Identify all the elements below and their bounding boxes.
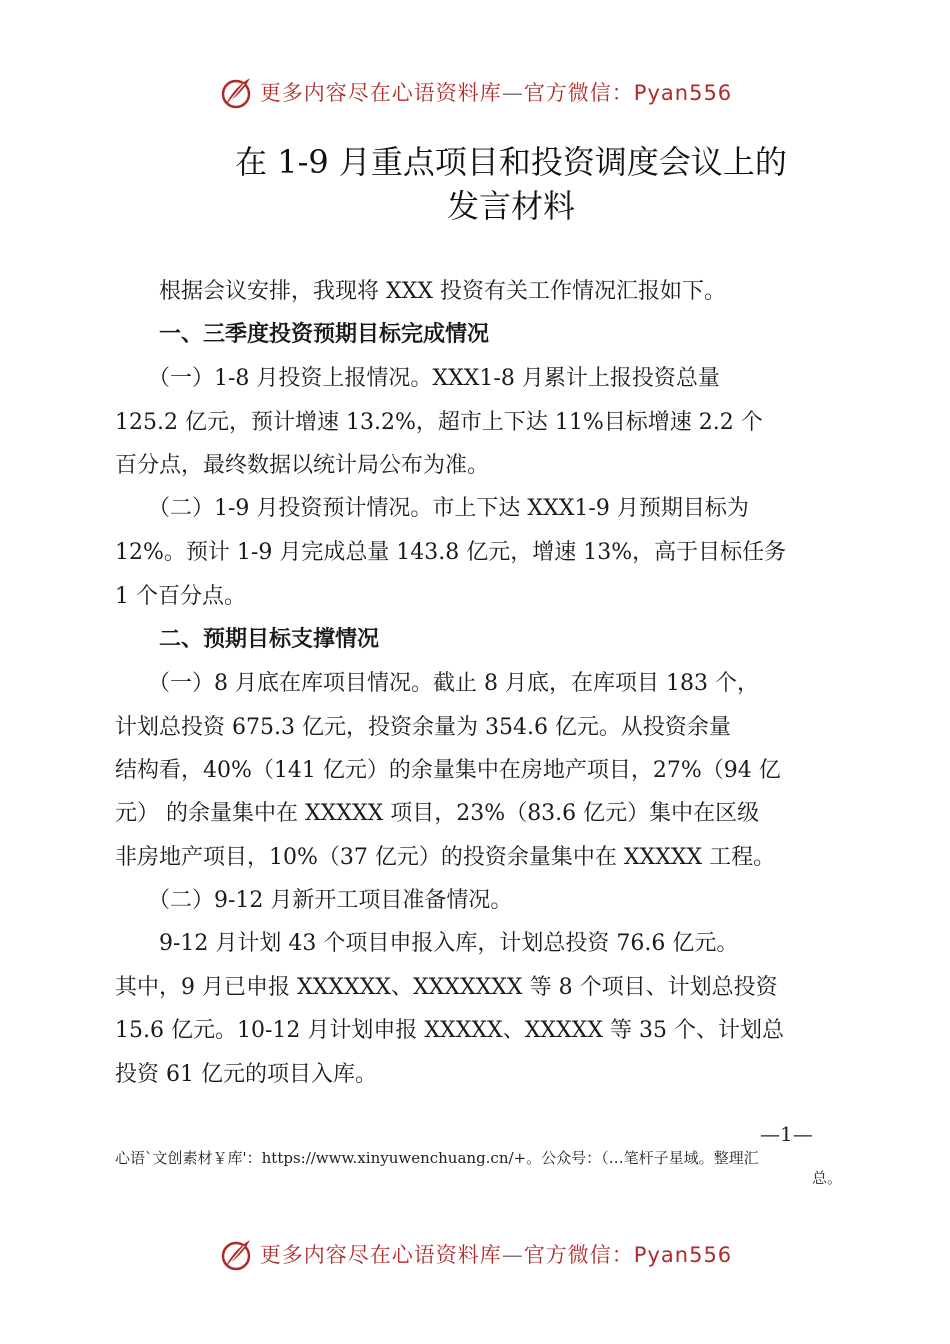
- paragraph-line: 9-12 月计划 43 个项目申报入库，计划总投资 76.6 亿元。: [115, 931, 739, 956]
- paragraph-line: 结构看，40%（141 亿元）的余量集中在房地产项目，27%（94 亿: [115, 758, 781, 783]
- paragraph-line: 计划总投资 675.3 亿元，投资余量为 354.6 亿元。从投资余量: [115, 715, 731, 740]
- paragraph-line: （二）1-9 月投资预计情况。市上下达 XXX1-9 月预期目标为: [115, 496, 749, 521]
- paragraph-line: 其中，9 月已申报 XXXXXX、XXXXXXX 等 8 个项目、计划总投资: [115, 975, 778, 1000]
- section-heading-1: 一、三季度投资预期目标完成情况: [115, 322, 490, 347]
- paragraph-line: 投资 61 亿元的项目入库。: [115, 1062, 377, 1087]
- paragraph-line: 非房地产项目，10%（37 亿元）的投资余量集中在 XXXXX 工程。: [115, 845, 776, 870]
- footer-source-line-end: 总。: [812, 1169, 843, 1187]
- footer-source-line: 心语`文创素材￥库'：https://www.xinyuwenchuang.cn/+。公众号：（…笔杆子星域。整理汇: [115, 1149, 759, 1167]
- paragraph-line: 根据会议安排，我现将 XXX 投资有关工作情况汇报如下。: [115, 279, 726, 304]
- page-number: —1—: [760, 1122, 813, 1146]
- paragraph-line: 125.2 亿元，预计增速 13.2%，超市上下达 11%目标增速 2.2 个: [115, 410, 763, 435]
- header-banner: [0, 70, 950, 114]
- document-title-line-1: 在 1-9 月重点项目和投资调度会议上的: [235, 143, 787, 181]
- banner-text: 更多内容尽在心语资料库—官方微信：Pyan556: [259, 1243, 733, 1267]
- section-heading-2: 二、预期目标支撑情况: [115, 627, 380, 652]
- paragraph-line: （一）1-8 月投资上报情况。XXX1-8 月累计上报投资总量: [115, 366, 720, 391]
- feather-logo-icon: [218, 1236, 254, 1272]
- paragraph-line: 1 个百分点。: [115, 584, 246, 609]
- feather-logo-icon: [218, 74, 254, 110]
- paragraph-line: 12%。预计 1-9 月完成总量 143.8 亿元，增速 13%，高于目标任务: [115, 540, 787, 565]
- paragraph-line: （二）9-12 月新开工项目准备情况。: [115, 888, 513, 913]
- paragraph-line: 百分点，最终数据以统计局公布为准。: [115, 453, 490, 478]
- document-title-line-2: 发言材料: [446, 187, 575, 225]
- paragraph-line: 元） 的余量集中在 XXXXX 项目，23%（83.6 亿元）集中在区级: [115, 801, 760, 826]
- footer-banner: [0, 1232, 950, 1276]
- banner-text: 更多内容尽在心语资料库—官方微信：Pyan556: [259, 81, 733, 105]
- paragraph-line: （一）8 月底在库项目情况。截止 8 月底，在库项目 183 个，: [115, 671, 759, 696]
- paragraph-line: 15.6 亿元。10-12 月计划申报 XXXXX、XXXXX 等 35 个、计划总: [115, 1018, 784, 1043]
